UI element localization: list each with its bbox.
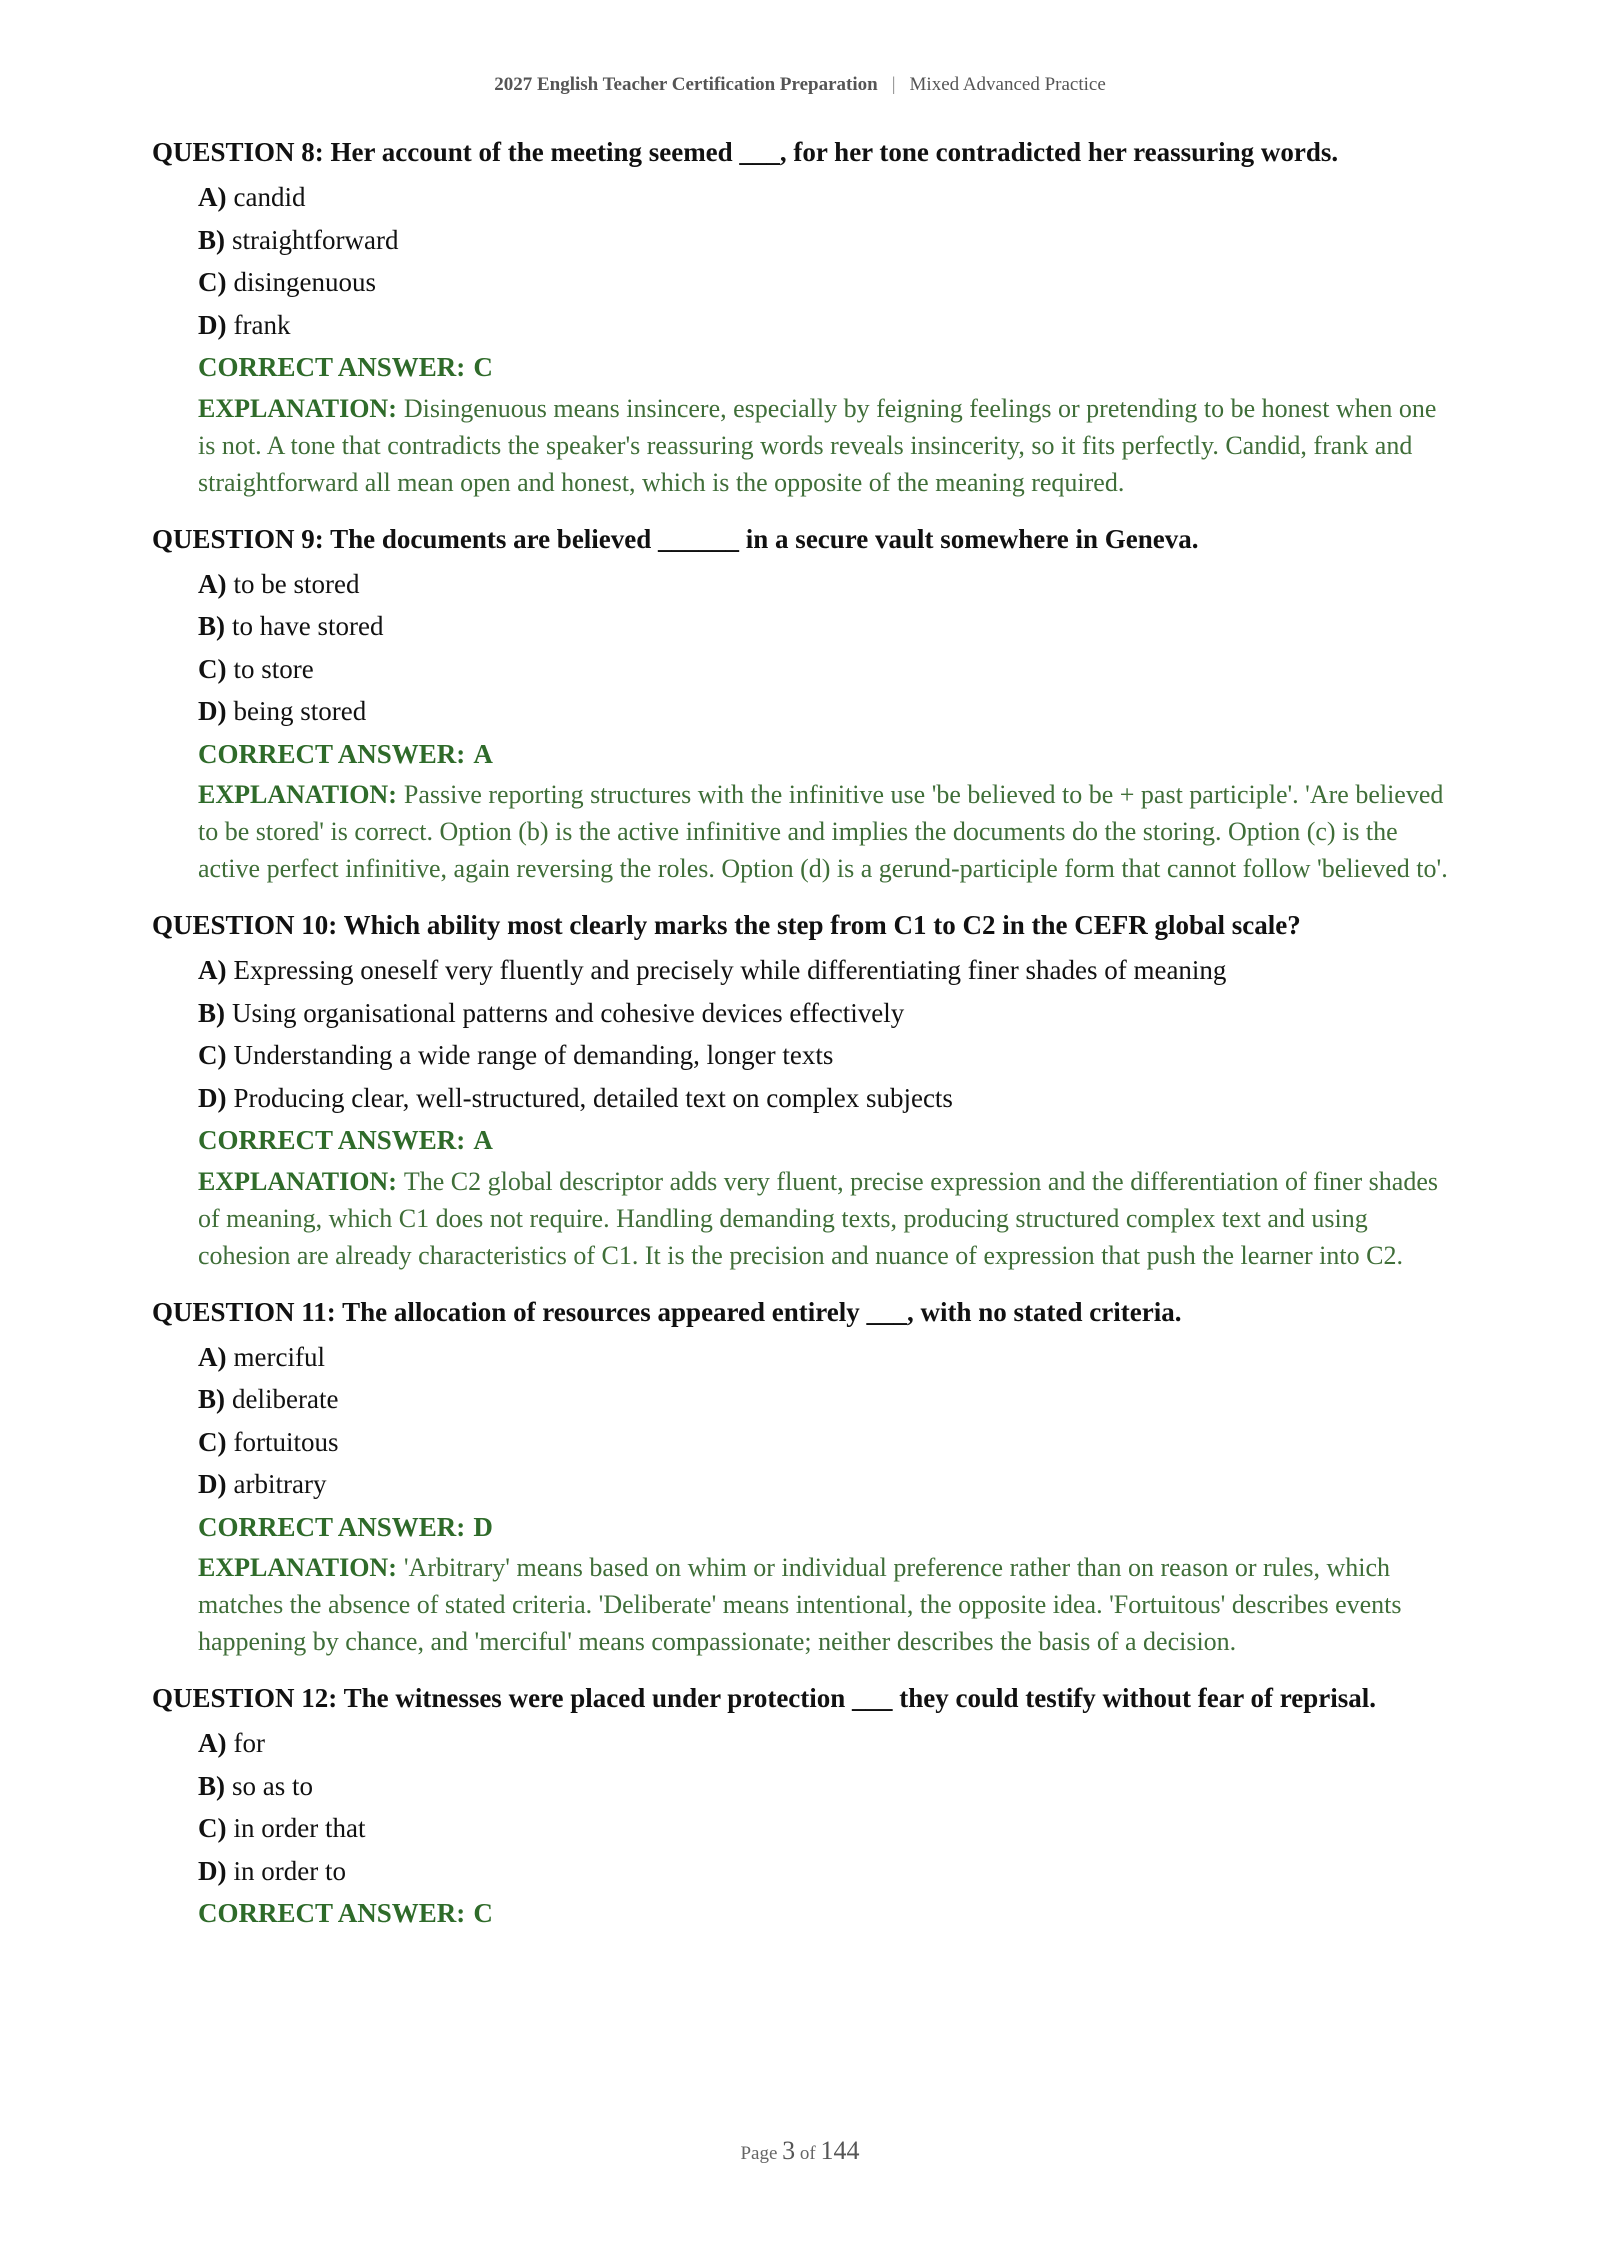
option-c: [198, 1807, 1452, 1850]
option-text: Using organisational patterns and cohesive devices effectively: [232, 997, 905, 1028]
explanation: [152, 1549, 1452, 1660]
option-a: [198, 1722, 1452, 1765]
explanation-label: EXPLANATION:: [198, 1166, 397, 1196]
option-d: [198, 1850, 1452, 1893]
option-text: arbitrary: [233, 1469, 327, 1499]
explanation-text: Disingenuous means insincere, especially by feigning feelings or pretending to be honest when one is not. A tone that contradicts the speaker's reassuring words reveals insincerity, so it fits perfectly. Candid, frank and straightforward all mean open and honest, which is the opposite of the meaning required.: [198, 393, 1437, 497]
option-text: to be stored: [233, 568, 360, 599]
explanation: [152, 390, 1452, 501]
answer-label: CORRECT ANSWER:: [198, 1511, 466, 1542]
option-text: to store: [233, 653, 314, 684]
option-letter: D): [198, 1082, 227, 1113]
header-separator: |: [891, 74, 896, 95]
option-letter: A): [198, 568, 227, 599]
option-letter: C): [198, 653, 227, 684]
option-b: [198, 992, 1452, 1035]
option-list: [152, 949, 1452, 1119]
option-c: [198, 648, 1452, 691]
question-number: QUESTION 11:: [152, 1296, 336, 1327]
correct-answer: [152, 1506, 1452, 1549]
answer-value: A: [473, 738, 493, 769]
explanation-label: EXPLANATION:: [198, 393, 397, 423]
question-number: QUESTION 8:: [152, 137, 324, 167]
option-letter: C): [198, 267, 227, 297]
question-text: The allocation of resources appeared entirely ___, with no stated criteria.: [342, 1296, 1182, 1327]
option-text: candid: [233, 182, 306, 212]
option-c: [198, 1034, 1452, 1077]
header-subtitle: Mixed Advanced Practice: [909, 74, 1106, 95]
option-text: frank: [233, 309, 291, 340]
option-letter: D): [198, 1469, 227, 1499]
option-text: straightforward: [232, 224, 399, 255]
explanation: [152, 1163, 1452, 1274]
option-b: [198, 1765, 1452, 1808]
question-text: The documents are believed ______ in a secure vault somewhere in Geneva.: [330, 523, 1199, 554]
question-prompt: [152, 134, 1452, 170]
answer-label: CORRECT ANSWER:: [198, 738, 466, 769]
option-text: for: [233, 1728, 265, 1758]
explanation-text: Passive reporting structures with the infinitive use 'be believed to be + past participle'. 'Are believed to be stored' is correct. Option (b) is the active infinitive and implies the documents do the storing. Option (c) is the active perfect infinitive, again reversing the roles. Option (d) is a gerund-participle form that cannot follow 'believed to'.: [198, 780, 1448, 883]
explanation: [152, 776, 1452, 887]
explanation-text: The C2 global descriptor adds very fluent, precise expression and the differentiation of finer shades of meaning, which C1 does not require. Handling demanding texts, producing structured complex text and using cohesion are already characteristics of C1. It is the precision and nuance of expression that push the learner into C2.: [198, 1166, 1438, 1270]
option-letter: B): [198, 1770, 225, 1801]
question-text: Which ability most clearly marks the step from C1 to C2 in the CEFR global scale?: [343, 910, 1301, 940]
option-b: [198, 605, 1452, 648]
option-letter: A): [198, 955, 227, 985]
option-text: disingenuous: [233, 267, 377, 297]
option-letter: D): [198, 1855, 227, 1886]
page-word: Page: [740, 2143, 778, 2164]
correct-answer: [152, 1119, 1452, 1162]
option-text: to have stored: [232, 611, 384, 641]
option-b: [198, 1378, 1452, 1421]
answer-label: CORRECT ANSWER:: [198, 352, 466, 382]
option-d: [198, 304, 1452, 347]
option-text: merciful: [233, 1341, 325, 1372]
explanation-label: EXPLANATION:: [198, 780, 397, 809]
page-header: [0, 74, 1600, 96]
option-letter: B): [198, 997, 225, 1028]
option-c: [198, 1421, 1452, 1464]
option-letter: D): [198, 696, 227, 726]
header-title: 2027 English Teacher Certification Preparation: [494, 74, 878, 95]
current-page-number: 3: [782, 2136, 796, 2165]
page-footer: [0, 2136, 1600, 2166]
option-a: [198, 176, 1452, 219]
option-list: [152, 1722, 1452, 1892]
option-letter: C): [198, 1040, 227, 1070]
option-letter: C): [198, 1813, 227, 1843]
option-text: Understanding a wide range of demanding, longer texts: [233, 1040, 834, 1070]
option-letter: A): [198, 1341, 227, 1372]
question-prompt: [152, 521, 1452, 557]
option-letter: A): [198, 1728, 227, 1758]
question-text: The witnesses were placed under protection ___ they could testify without fear of reprisal.: [343, 1683, 1376, 1713]
question-number: QUESTION 9:: [152, 523, 324, 554]
option-a: [198, 1336, 1452, 1379]
option-letter: D): [198, 309, 227, 340]
question-prompt: [152, 907, 1452, 943]
answer-value: C: [473, 1898, 493, 1928]
option-text: in order to: [233, 1855, 346, 1886]
option-letter: C): [198, 1426, 227, 1457]
question-number: QUESTION 12:: [152, 1683, 338, 1713]
option-text: so as to: [232, 1770, 313, 1801]
answer-value: A: [473, 1125, 493, 1155]
of-word: of: [799, 2143, 816, 2164]
question-prompt: [152, 1294, 1452, 1330]
answer-value: D: [473, 1511, 493, 1542]
answer-label: CORRECT ANSWER:: [198, 1898, 466, 1928]
correct-answer: [152, 1892, 1452, 1935]
option-text: fortuitous: [233, 1426, 339, 1457]
answer-label: CORRECT ANSWER:: [198, 1125, 466, 1155]
question-block: [152, 521, 1452, 888]
option-b: [198, 219, 1452, 262]
question-block: [152, 134, 1452, 501]
option-text: being stored: [233, 696, 367, 726]
question-block: [152, 1680, 1452, 1935]
total-page-count: 144: [820, 2136, 860, 2165]
option-letter: B): [198, 611, 225, 641]
option-c: [198, 261, 1452, 304]
explanation-text: 'Arbitrary' means based on whim or individual preference rather than on reason or rules, which matches the absence of stated criteria. 'Deliberate' means intentional, the opposite idea. 'Fortuitous' describes events happening by chance, and 'merciful' means compassionate; neither describes the basis of a decision.: [198, 1553, 1402, 1656]
question-block: [152, 1294, 1452, 1661]
option-d: [198, 1463, 1452, 1506]
questions-list: [152, 134, 1452, 1955]
answer-value: C: [473, 352, 493, 382]
question-prompt: [152, 1680, 1452, 1716]
option-list: [152, 176, 1452, 346]
option-text: in order that: [233, 1813, 366, 1843]
option-d: [198, 690, 1452, 733]
correct-answer: [152, 346, 1452, 389]
question-block: [152, 907, 1452, 1274]
option-text: deliberate: [232, 1384, 339, 1414]
option-text: Producing clear, well-structured, detailed text on complex subjects: [233, 1082, 953, 1113]
explanation-label: EXPLANATION:: [198, 1553, 397, 1582]
option-d: [198, 1077, 1452, 1120]
option-letter: B): [198, 1384, 225, 1414]
option-letter: A): [198, 182, 227, 212]
option-letter: B): [198, 224, 225, 255]
option-a: [198, 949, 1452, 992]
option-text: Expressing oneself very fluently and precisely while differentiating finer shades of meaning: [233, 955, 1227, 985]
option-list: [152, 563, 1452, 733]
correct-answer: [152, 733, 1452, 776]
question-number: QUESTION 10:: [152, 910, 338, 940]
option-list: [152, 1336, 1452, 1506]
question-text: Her account of the meeting seemed ___, for her tone contradicted her reassuring words.: [330, 137, 1339, 167]
option-a: [198, 563, 1452, 606]
